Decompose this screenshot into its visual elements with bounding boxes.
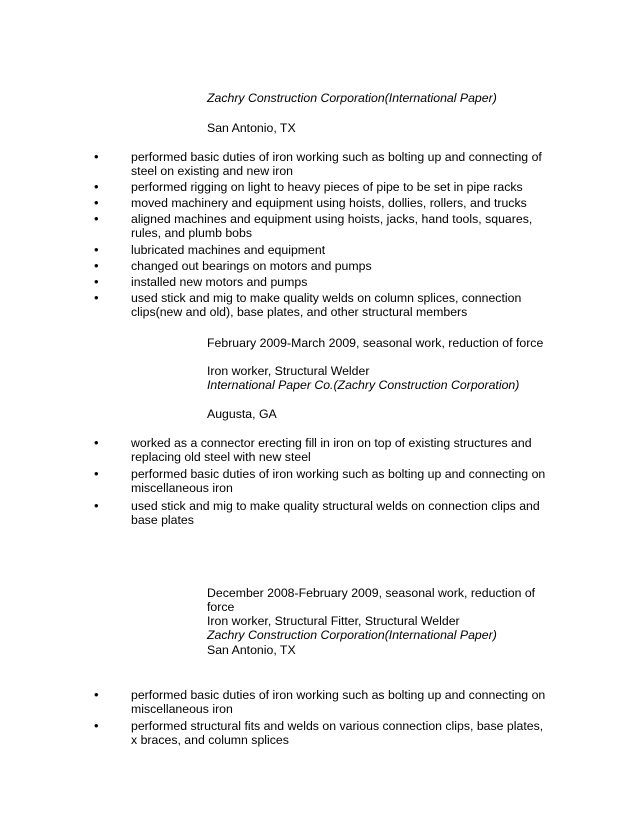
bullet-icon: • [94, 290, 99, 305]
section2-employer: International Paper Co.(Zachry Construction Corporation) [207, 378, 520, 392]
section3-location: San Antonio, TX [207, 643, 296, 657]
bullet-icon: • [94, 211, 99, 226]
section2-dates: February 2009-March 2009, seasonal work, reduction of force [207, 336, 544, 350]
section1-bullet-2: performed rigging on light to heavy pieces of pipe to be set in pipe racks [131, 180, 523, 194]
section3-job-title: Iron worker, Structural Fitter, Structural Welder [207, 614, 460, 628]
section2-bullet-3: used stick and mig to make quality structural welds on connection clips and base plates [131, 499, 540, 527]
bullet-icon: • [94, 466, 99, 481]
section1-bullet-6: changed out bearings on motors and pumps [131, 259, 372, 273]
section2-bullet-2: performed basic duties of iron working such as bolting up and connecting on miscellaneous iron [131, 467, 546, 495]
bullet-icon: • [94, 435, 99, 450]
section1-bullet-3: moved machinery and equipment using hoists, dollies, rollers, and trucks [131, 196, 527, 210]
bullet-icon: • [94, 687, 99, 702]
bullet-icon: • [94, 149, 99, 164]
section2-job-title: Iron worker, Structural Welder [207, 364, 370, 378]
bullet-icon: • [94, 195, 99, 210]
section3-dates: December 2008-February 2009, seasonal work, reduction of force [207, 586, 536, 614]
section1-location: San Antonio, TX [207, 121, 296, 135]
bullet-icon: • [94, 258, 99, 273]
bullet-icon: • [94, 242, 99, 257]
bullet-icon: • [94, 179, 99, 194]
bullet-icon: • [94, 718, 99, 733]
section1-bullet-1: performed basic duties of iron working such as bolting up and connecting of steel on existing and new iron [131, 150, 542, 178]
section1-employer: Zachry Construction Corporation(International Paper) [207, 91, 497, 105]
section2-bullet-1: worked as a connector erecting fill in iron on top of existing structures and replacing old steel with new steel [131, 436, 532, 464]
section1-bullet-8: used stick and mig to make quality welds on column splices, connection clips(new and old), base plates, and other structural members [131, 291, 522, 319]
section1-bullet-4: aligned machines and equipment using hoists, jacks, hand tools, squares, rules, and plumb bobs [131, 212, 533, 240]
section3-bullet-1: performed basic duties of iron working such as bolting up and connecting on miscellaneous iron [131, 688, 546, 716]
section3-employer: Zachry Construction Corporation(International Paper) [207, 628, 497, 642]
bullet-icon: • [94, 274, 99, 289]
section2-location: Augusta, GA [207, 407, 277, 421]
bullet-icon: • [94, 498, 99, 513]
section1-bullet-5: lubricated machines and equipment [131, 243, 326, 257]
section3-bullet-2: performed structural fits and welds on various connection clips, base plates, x braces, and column splices [131, 719, 544, 747]
section1-bullet-7: installed new motors and pumps [131, 275, 308, 289]
